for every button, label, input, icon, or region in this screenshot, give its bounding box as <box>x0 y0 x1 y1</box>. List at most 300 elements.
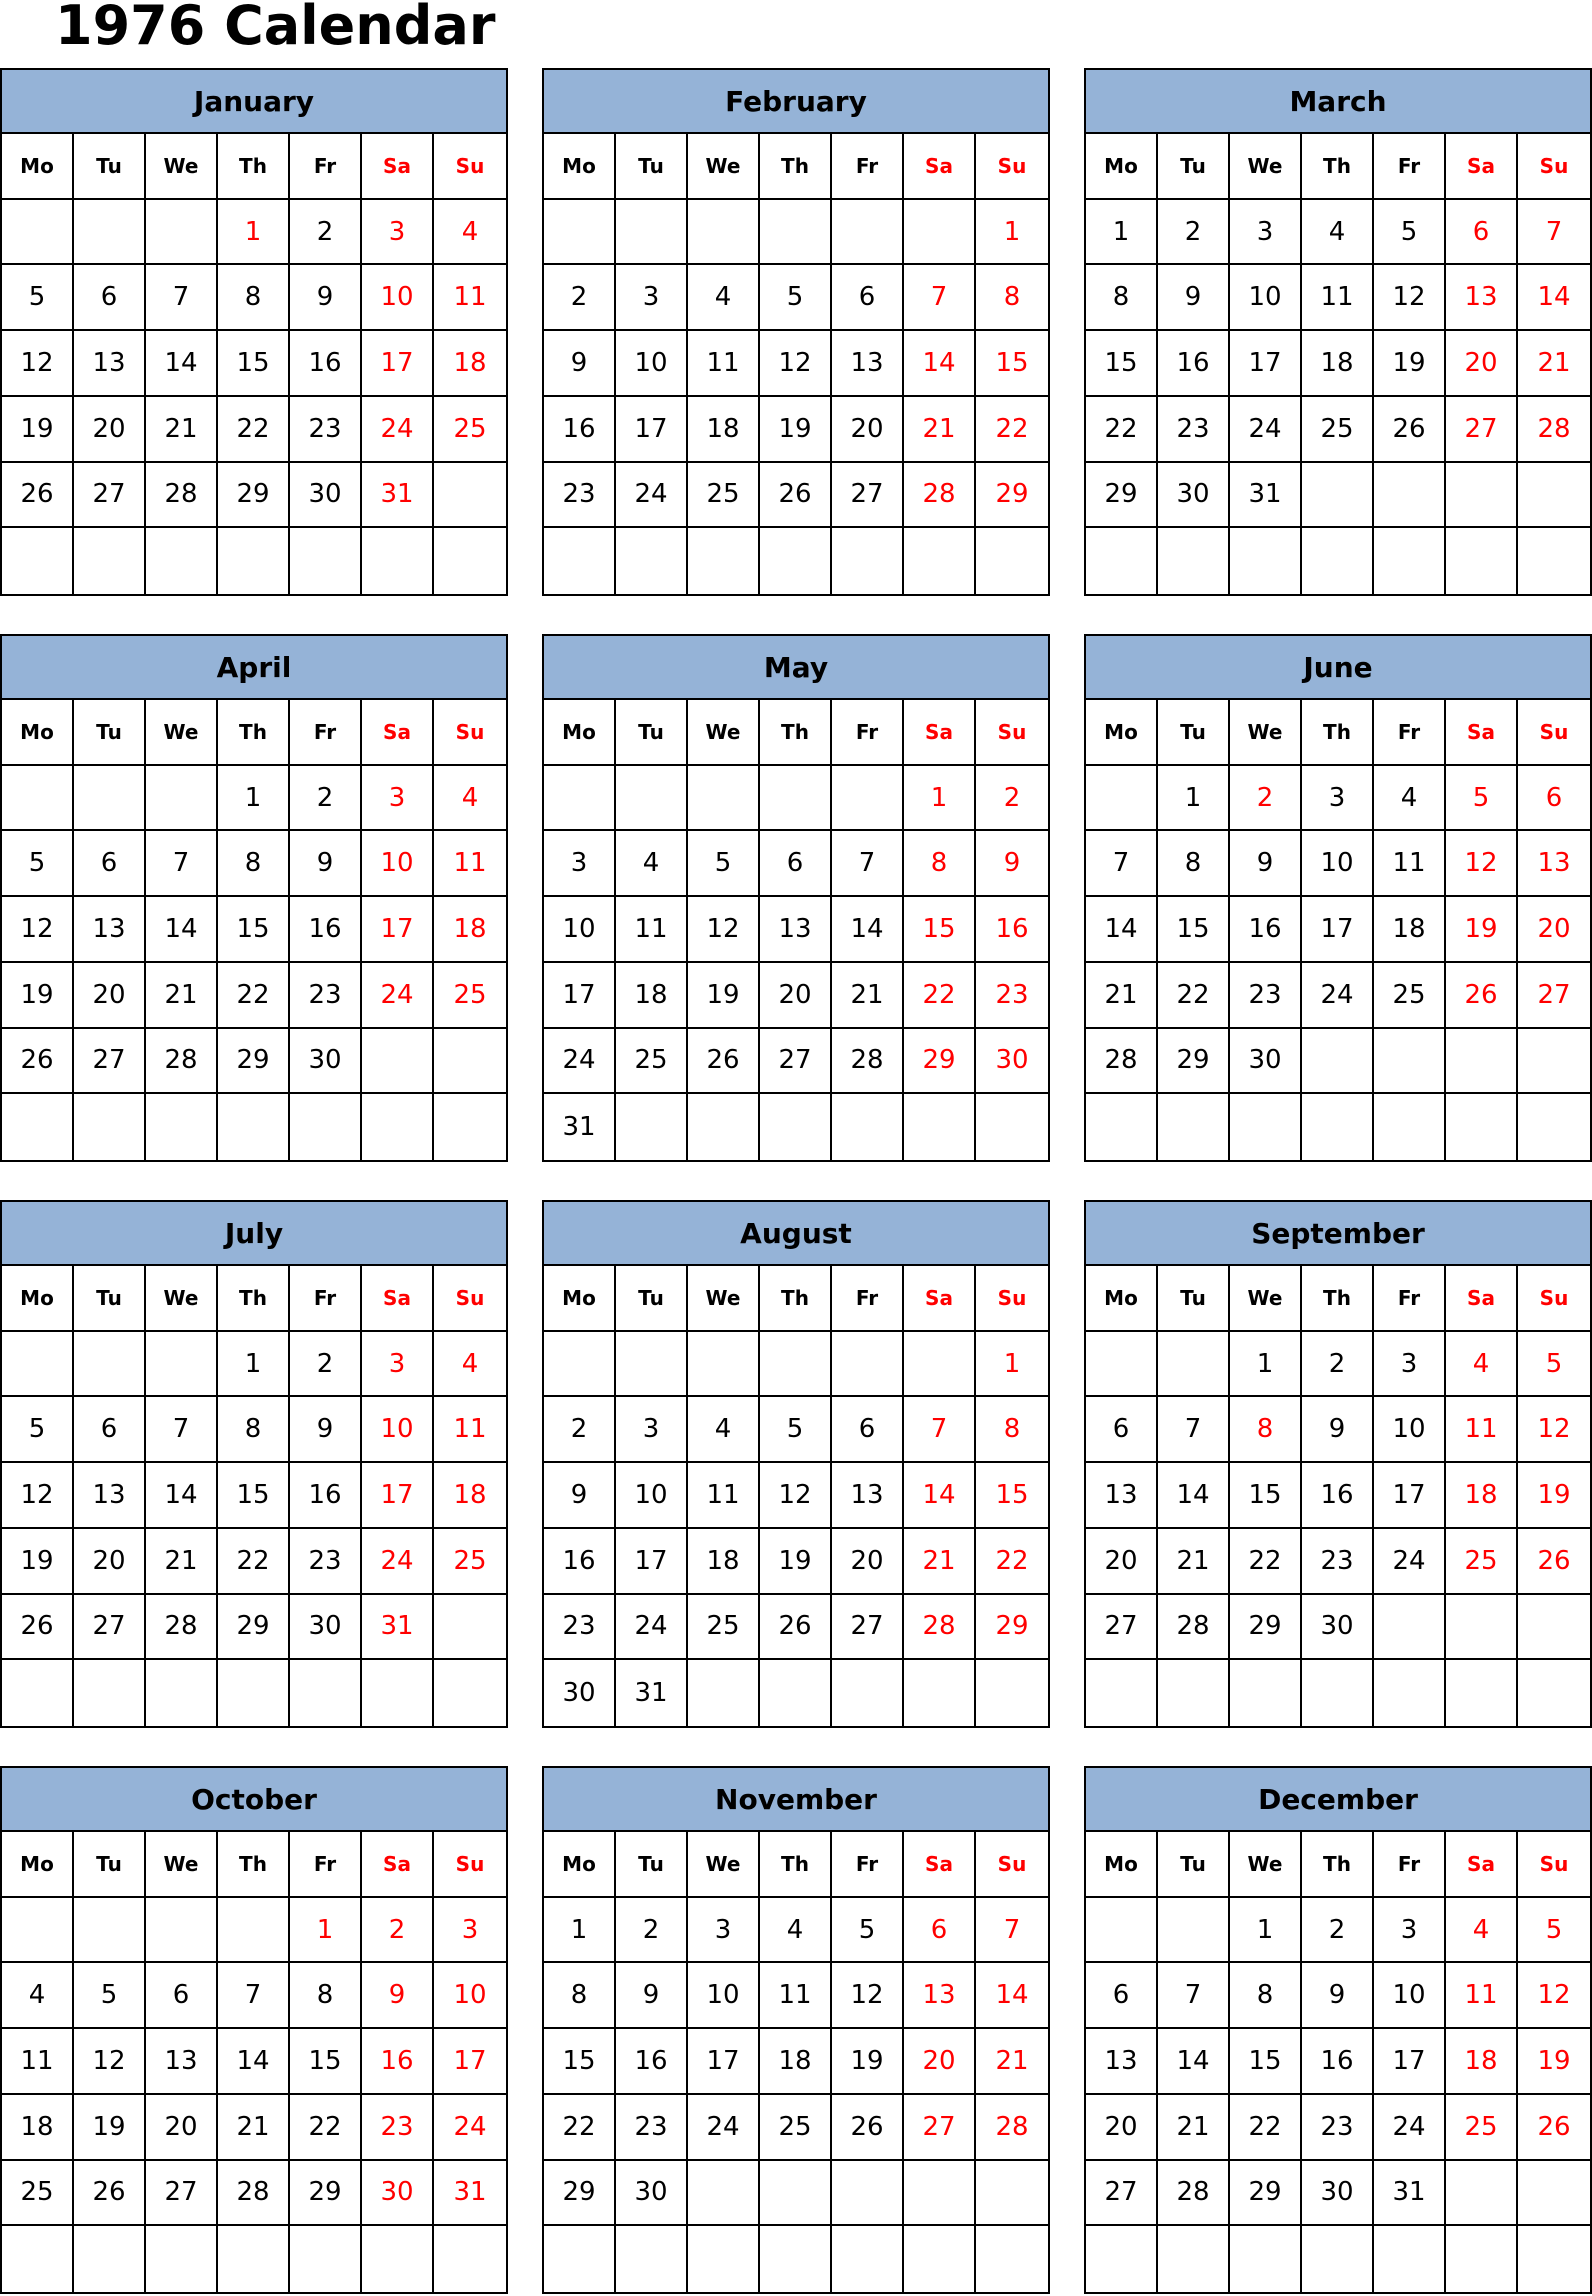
day-cell: 14 <box>976 1963 1048 2029</box>
weekday-label: Su <box>976 134 1048 200</box>
day-cell: 2 <box>544 265 616 331</box>
page-title: 1976 Calendar <box>55 0 496 57</box>
weekday-label: Su <box>1518 1832 1590 1898</box>
day-cell: 14 <box>146 331 218 397</box>
empty-cell <box>544 766 616 832</box>
day-cell: 6 <box>1518 766 1590 832</box>
day-cell: 5 <box>1446 766 1518 832</box>
empty-cell <box>760 200 832 266</box>
day-cell: 20 <box>74 397 146 463</box>
empty-cell <box>1374 1660 1446 1726</box>
month-header: May <box>544 636 1048 700</box>
day-cell: 21 <box>904 1529 976 1595</box>
day-cell: 3 <box>1230 200 1302 266</box>
day-cell: 1 <box>218 200 290 266</box>
empty-cell <box>976 2226 1048 2292</box>
day-cell: 20 <box>832 397 904 463</box>
empty-cell <box>1518 1094 1590 1160</box>
empty-cell <box>1374 1029 1446 1095</box>
day-cell: 16 <box>362 2029 434 2095</box>
weekday-label: Su <box>434 134 506 200</box>
day-cell: 26 <box>1374 397 1446 463</box>
month-may <box>542 634 1050 1162</box>
month-february <box>542 68 1050 596</box>
month-june <box>1084 634 1592 1162</box>
day-cell: 8 <box>1086 265 1158 331</box>
day-cell: 5 <box>1518 1898 1590 1964</box>
weekday-label: Th <box>1302 1266 1374 1332</box>
empty-cell <box>74 2226 146 2292</box>
day-cell: 25 <box>616 1029 688 1095</box>
day-cell: 27 <box>1518 963 1590 1029</box>
weekday-label: Su <box>434 1832 506 1898</box>
weekday-label: Tu <box>616 1266 688 1332</box>
day-cell: 2 <box>1302 1898 1374 1964</box>
day-cell: 31 <box>544 1094 616 1160</box>
day-cell: 21 <box>146 963 218 1029</box>
empty-cell <box>760 528 832 594</box>
empty-cell <box>1518 1029 1590 1095</box>
empty-cell <box>688 1660 760 1726</box>
day-cell: 1 <box>976 200 1048 266</box>
day-cell: 7 <box>1518 200 1590 266</box>
weekday-label: Tu <box>74 1832 146 1898</box>
day-cell: 31 <box>1374 2161 1446 2227</box>
day-cell: 25 <box>1446 1529 1518 1595</box>
day-cell: 2 <box>1158 200 1230 266</box>
day-cell: 27 <box>832 463 904 529</box>
day-cell: 1 <box>218 1332 290 1398</box>
day-cell: 11 <box>760 1963 832 2029</box>
day-cell: 11 <box>434 1397 506 1463</box>
weekday-label: Th <box>1302 1832 1374 1898</box>
day-cell: 27 <box>146 2161 218 2227</box>
day-cell: 12 <box>74 2029 146 2095</box>
day-cell: 2 <box>976 766 1048 832</box>
day-cell: 9 <box>616 1963 688 2029</box>
day-cell: 7 <box>976 1898 1048 1964</box>
day-cell: 4 <box>688 1397 760 1463</box>
day-cell: 22 <box>218 1529 290 1595</box>
day-cell: 13 <box>1086 2029 1158 2095</box>
day-cell: 1 <box>544 1898 616 1964</box>
day-cell: 6 <box>832 1397 904 1463</box>
day-cell: 16 <box>544 1529 616 1595</box>
weekday-label: Th <box>760 134 832 200</box>
empty-cell <box>1446 1029 1518 1095</box>
day-cell: 16 <box>1158 331 1230 397</box>
day-cell: 24 <box>616 463 688 529</box>
day-cell: 25 <box>688 463 760 529</box>
weekday-label: Th <box>218 700 290 766</box>
empty-cell <box>290 528 362 594</box>
day-cell: 28 <box>904 463 976 529</box>
empty-cell <box>1158 1332 1230 1398</box>
day-cell: 10 <box>544 897 616 963</box>
day-cell: 2 <box>290 766 362 832</box>
empty-cell <box>832 2161 904 2227</box>
weekday-label: We <box>146 700 218 766</box>
empty-cell <box>760 2161 832 2227</box>
day-cell: 7 <box>146 265 218 331</box>
day-cell: 13 <box>1446 265 1518 331</box>
day-cell: 11 <box>2 2029 74 2095</box>
day-cell: 20 <box>832 1529 904 1595</box>
empty-cell <box>434 528 506 594</box>
day-grid <box>544 1266 1048 1726</box>
day-cell: 8 <box>544 1963 616 2029</box>
day-cell: 7 <box>146 831 218 897</box>
empty-cell <box>1158 528 1230 594</box>
day-cell: 28 <box>218 2161 290 2227</box>
month-header: December <box>1086 1768 1590 1832</box>
empty-cell <box>832 1094 904 1160</box>
empty-cell <box>1086 1332 1158 1398</box>
empty-cell <box>2 1332 74 1398</box>
empty-cell <box>616 766 688 832</box>
day-cell: 6 <box>74 1397 146 1463</box>
day-cell: 26 <box>688 1029 760 1095</box>
day-cell: 22 <box>218 963 290 1029</box>
day-cell: 22 <box>1230 2095 1302 2161</box>
weekday-label: Fr <box>832 700 904 766</box>
day-cell: 8 <box>218 265 290 331</box>
day-cell: 16 <box>290 897 362 963</box>
day-cell: 9 <box>1302 1397 1374 1463</box>
day-cell: 10 <box>362 831 434 897</box>
day-cell: 23 <box>1158 397 1230 463</box>
day-cell: 9 <box>1230 831 1302 897</box>
weekday-label: Fr <box>290 1266 362 1332</box>
weekday-label: Su <box>976 1266 1048 1332</box>
empty-cell <box>74 1332 146 1398</box>
day-cell: 22 <box>904 963 976 1029</box>
day-cell: 24 <box>362 963 434 1029</box>
empty-cell <box>832 200 904 266</box>
day-cell: 9 <box>1302 1963 1374 2029</box>
day-cell: 5 <box>760 1397 832 1463</box>
empty-cell <box>544 528 616 594</box>
day-cell: 27 <box>760 1029 832 1095</box>
weekday-label: Tu <box>1158 700 1230 766</box>
day-cell: 4 <box>1446 1898 1518 1964</box>
weekday-label: Sa <box>904 1832 976 1898</box>
day-cell: 17 <box>1374 1463 1446 1529</box>
empty-cell <box>146 200 218 266</box>
day-cell: 28 <box>146 1029 218 1095</box>
empty-cell <box>2 1660 74 1726</box>
day-cell: 28 <box>146 1595 218 1661</box>
empty-cell <box>976 1094 1048 1160</box>
day-cell: 10 <box>616 331 688 397</box>
day-cell: 6 <box>760 831 832 897</box>
day-cell: 11 <box>434 265 506 331</box>
day-cell: 20 <box>1518 897 1590 963</box>
day-cell: 25 <box>1446 2095 1518 2161</box>
weekday-label: Su <box>434 700 506 766</box>
weekday-label: Sa <box>904 1266 976 1332</box>
day-cell: 18 <box>434 1463 506 1529</box>
day-cell: 24 <box>544 1029 616 1095</box>
day-cell: 4 <box>1374 766 1446 832</box>
day-cell: 15 <box>1230 2029 1302 2095</box>
empty-cell <box>832 528 904 594</box>
day-cell: 19 <box>1518 2029 1590 2095</box>
day-cell: 22 <box>1086 397 1158 463</box>
day-cell: 20 <box>74 963 146 1029</box>
weekday-label: Mo <box>544 1832 616 1898</box>
day-cell: 10 <box>1230 265 1302 331</box>
day-cell: 4 <box>434 766 506 832</box>
day-cell: 10 <box>362 265 434 331</box>
day-cell: 11 <box>1446 1397 1518 1463</box>
weekday-label: Mo <box>2 1832 74 1898</box>
weekday-label: We <box>688 700 760 766</box>
day-cell: 9 <box>1158 265 1230 331</box>
empty-cell <box>1302 528 1374 594</box>
day-cell: 3 <box>362 200 434 266</box>
day-cell: 14 <box>904 1463 976 1529</box>
empty-cell <box>1086 1898 1158 1964</box>
day-cell: 6 <box>1446 200 1518 266</box>
day-cell: 5 <box>2 265 74 331</box>
day-cell: 11 <box>1446 1963 1518 2029</box>
month-december <box>1084 1766 1592 2294</box>
day-cell: 19 <box>832 2029 904 2095</box>
day-cell: 26 <box>1446 963 1518 1029</box>
weekday-label: Th <box>218 1266 290 1332</box>
month-header: January <box>2 70 506 134</box>
day-cell: 4 <box>760 1898 832 1964</box>
weekday-label: Tu <box>74 700 146 766</box>
day-cell: 23 <box>362 2095 434 2161</box>
empty-cell <box>434 1660 506 1726</box>
day-cell: 16 <box>1230 897 1302 963</box>
month-september <box>1084 1200 1592 1728</box>
weekday-label: Tu <box>616 1832 688 1898</box>
month-header: July <box>2 1202 506 1266</box>
day-cell: 19 <box>2 397 74 463</box>
day-cell: 17 <box>688 2029 760 2095</box>
day-cell: 14 <box>1158 1463 1230 1529</box>
day-cell: 3 <box>544 831 616 897</box>
day-cell: 16 <box>976 897 1048 963</box>
empty-cell <box>904 528 976 594</box>
empty-cell <box>544 2226 616 2292</box>
day-cell: 13 <box>832 331 904 397</box>
day-cell: 19 <box>1446 897 1518 963</box>
day-cell: 23 <box>616 2095 688 2161</box>
weekday-label: Mo <box>1086 134 1158 200</box>
empty-cell <box>1158 1898 1230 1964</box>
day-cell: 4 <box>688 265 760 331</box>
day-cell: 4 <box>616 831 688 897</box>
empty-cell <box>688 1094 760 1160</box>
weekday-label: Sa <box>1446 1266 1518 1332</box>
weekday-label: Su <box>976 1832 1048 1898</box>
weekday-label: Tu <box>1158 1832 1230 1898</box>
day-cell: 17 <box>1302 897 1374 963</box>
empty-cell <box>146 766 218 832</box>
weekday-label: Sa <box>1446 700 1518 766</box>
empty-cell <box>290 1094 362 1160</box>
day-cell: 5 <box>832 1898 904 1964</box>
day-cell: 1 <box>1230 1898 1302 1964</box>
empty-cell <box>1086 1660 1158 1726</box>
day-cell: 31 <box>434 2161 506 2227</box>
weekday-label: Th <box>760 1266 832 1332</box>
day-cell: 9 <box>290 831 362 897</box>
day-cell: 12 <box>2 1463 74 1529</box>
month-header: November <box>544 1768 1048 1832</box>
day-cell: 16 <box>544 397 616 463</box>
empty-cell <box>1518 2226 1590 2292</box>
empty-cell <box>760 766 832 832</box>
day-cell: 5 <box>1374 200 1446 266</box>
weekday-label: Mo <box>1086 1266 1158 1332</box>
day-cell: 4 <box>434 200 506 266</box>
day-grid <box>1086 700 1590 1160</box>
empty-cell <box>760 1660 832 1726</box>
weekday-label: We <box>1230 700 1302 766</box>
day-cell: 29 <box>1086 463 1158 529</box>
day-cell: 15 <box>1158 897 1230 963</box>
day-cell: 1 <box>218 766 290 832</box>
day-cell: 11 <box>434 831 506 897</box>
day-cell: 18 <box>760 2029 832 2095</box>
empty-cell <box>146 2226 218 2292</box>
weekday-label: Tu <box>616 700 688 766</box>
day-cell: 13 <box>74 897 146 963</box>
day-cell: 21 <box>1518 331 1590 397</box>
day-cell: 21 <box>218 2095 290 2161</box>
day-cell: 5 <box>688 831 760 897</box>
empty-cell <box>1446 1094 1518 1160</box>
day-cell: 6 <box>74 831 146 897</box>
empty-cell <box>1374 528 1446 594</box>
weekday-label: Su <box>976 700 1048 766</box>
day-cell: 18 <box>434 331 506 397</box>
weekday-label: Mo <box>544 1266 616 1332</box>
weekday-label: Su <box>1518 134 1590 200</box>
month-header: April <box>2 636 506 700</box>
empty-cell <box>2 1898 74 1964</box>
day-cell: 10 <box>616 1463 688 1529</box>
empty-cell <box>832 766 904 832</box>
day-cell: 7 <box>832 831 904 897</box>
day-cell: 24 <box>1374 1529 1446 1595</box>
empty-cell <box>1230 1660 1302 1726</box>
empty-cell <box>1446 1660 1518 1726</box>
empty-cell <box>362 1660 434 1726</box>
day-cell: 25 <box>760 2095 832 2161</box>
day-cell: 15 <box>976 331 1048 397</box>
day-cell: 20 <box>760 963 832 1029</box>
day-cell: 24 <box>688 2095 760 2161</box>
day-cell: 31 <box>362 1595 434 1661</box>
day-cell: 17 <box>1230 331 1302 397</box>
day-cell: 6 <box>146 1963 218 2029</box>
empty-cell <box>362 1094 434 1160</box>
day-cell: 15 <box>218 897 290 963</box>
weekday-label: Mo <box>2 1266 74 1332</box>
empty-cell <box>434 2226 506 2292</box>
empty-cell <box>218 1660 290 1726</box>
day-cell: 14 <box>1158 2029 1230 2095</box>
empty-cell <box>146 528 218 594</box>
empty-cell <box>1230 528 1302 594</box>
day-cell: 29 <box>218 463 290 529</box>
day-cell: 24 <box>1302 963 1374 1029</box>
weekday-label: Sa <box>904 134 976 200</box>
empty-cell <box>904 1660 976 1726</box>
day-cell: 1 <box>904 766 976 832</box>
day-cell: 14 <box>146 1463 218 1529</box>
weekday-label: Fr <box>1374 134 1446 200</box>
day-cell: 4 <box>2 1963 74 2029</box>
weekday-label: Tu <box>1158 1266 1230 1332</box>
day-cell: 1 <box>1086 200 1158 266</box>
day-cell: 3 <box>1374 1332 1446 1398</box>
empty-cell <box>688 2226 760 2292</box>
day-cell: 25 <box>1302 397 1374 463</box>
empty-cell <box>434 463 506 529</box>
day-cell: 6 <box>832 265 904 331</box>
day-cell: 17 <box>616 1529 688 1595</box>
day-cell: 20 <box>1446 331 1518 397</box>
day-cell: 14 <box>218 2029 290 2095</box>
day-cell: 17 <box>1374 2029 1446 2095</box>
day-cell: 22 <box>218 397 290 463</box>
day-cell: 8 <box>218 831 290 897</box>
empty-cell <box>616 1332 688 1398</box>
day-cell: 6 <box>74 265 146 331</box>
day-cell: 28 <box>1086 1029 1158 1095</box>
day-cell: 13 <box>1086 1463 1158 1529</box>
day-cell: 24 <box>362 397 434 463</box>
day-cell: 12 <box>1518 1963 1590 2029</box>
day-cell: 22 <box>1158 963 1230 1029</box>
empty-cell <box>544 200 616 266</box>
day-cell: 11 <box>1374 831 1446 897</box>
empty-cell <box>832 1660 904 1726</box>
day-cell: 18 <box>616 963 688 1029</box>
day-cell: 11 <box>688 1463 760 1529</box>
month-header: June <box>1086 636 1590 700</box>
day-cell: 10 <box>688 1963 760 2029</box>
empty-cell <box>2 1094 74 1160</box>
day-cell: 22 <box>1230 1529 1302 1595</box>
weekday-label: Sa <box>904 700 976 766</box>
day-cell: 6 <box>1086 1963 1158 2029</box>
empty-cell <box>688 200 760 266</box>
weekday-label: Fr <box>290 700 362 766</box>
empty-cell <box>904 2161 976 2227</box>
day-cell: 28 <box>146 463 218 529</box>
day-cell: 12 <box>1518 1397 1590 1463</box>
day-cell: 23 <box>1230 963 1302 1029</box>
day-cell: 17 <box>544 963 616 1029</box>
weekday-label: Th <box>218 1832 290 1898</box>
empty-cell <box>976 528 1048 594</box>
empty-cell <box>832 2226 904 2292</box>
day-cell: 24 <box>1374 2095 1446 2161</box>
day-grid <box>2 700 506 1160</box>
day-cell: 30 <box>290 1029 362 1095</box>
day-cell: 8 <box>1230 1963 1302 2029</box>
weekday-label: Sa <box>1446 134 1518 200</box>
day-cell: 28 <box>832 1029 904 1095</box>
